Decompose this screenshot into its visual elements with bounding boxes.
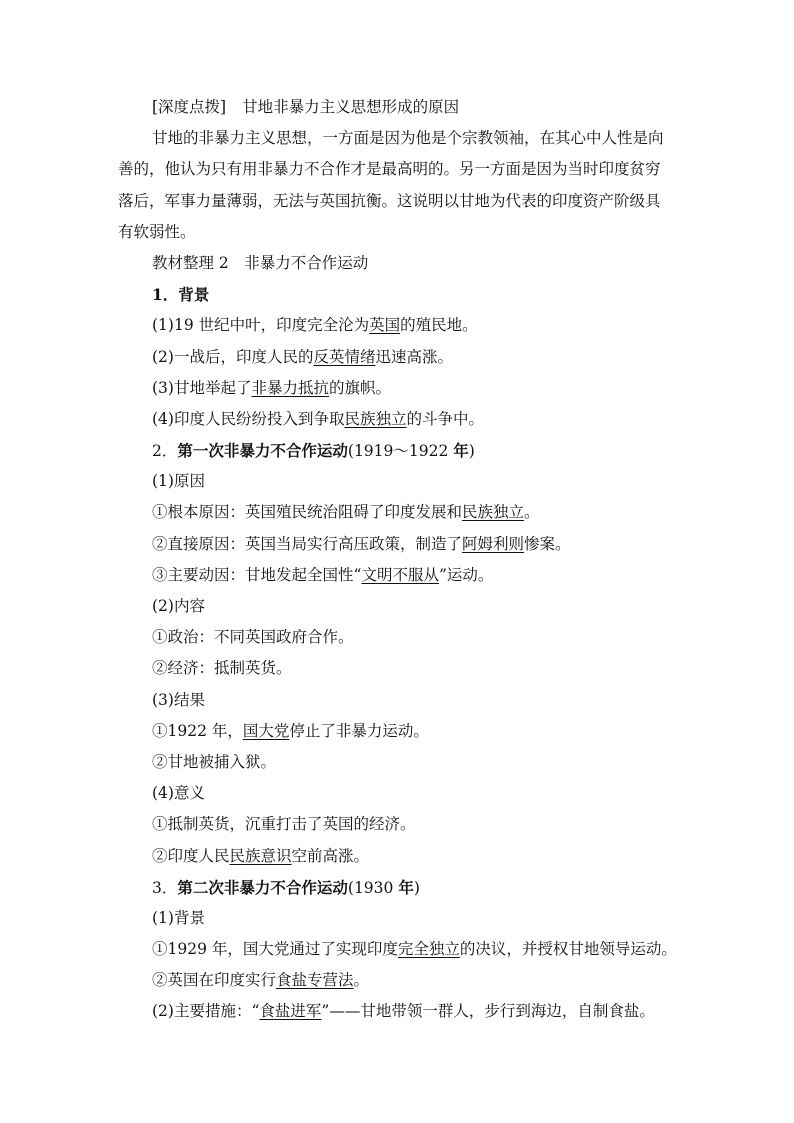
second-measure: (2)主要措施：“食盐进军”——甘地带领一群人，步行到海边，自制食盐。 (152, 1002, 655, 1021)
first-significance-1: ①抵制英货，沉重打击了英国的经济。 (152, 815, 416, 834)
answer-blank: 文明不服从 (361, 565, 439, 584)
answer-blank: 食盐专营法 (276, 971, 354, 990)
second-background-2: ②英国在印度实行食盐专营法。 (152, 971, 370, 990)
deep-tip-title: 甘地非暴力主义思想形成的原因 (242, 98, 460, 116)
first-result-heading: (3)结果 (152, 690, 205, 709)
first-significance-2: ②印度人民民族意识空前高涨。 (152, 846, 370, 865)
tip-line-2: 善的，他认为只有用非暴力不合作才是最高明的。另一方面是因为当时印度贫穷 (118, 160, 661, 179)
background-heading: 1．背景 (152, 285, 210, 305)
first-content-heading: (2)内容 (152, 597, 205, 615)
first-cause-3: ③主要动因：甘地发起全国性“文明不服从”运动。 (152, 565, 494, 584)
first-content-1: ①政治：不同英国政府合作。 (152, 628, 354, 647)
answer-blank: 英国 (369, 316, 401, 335)
answer-blank: 完全独立 (397, 940, 460, 959)
deep-tip-section (118, 92, 680, 1028)
first-cause-1: ①根本原因：英国殖民统治阻碍了印度发展和民族独立。 (152, 503, 540, 522)
answer-blank: 民族独立 (344, 409, 407, 428)
first-movement-heading: 2．第一次非暴力不合作运动(1919～1922 年) (152, 441, 475, 461)
second-background-1: ①1929 年，国大党通过了实现印度完全独立的决议，并授权甘地领导运动。 (152, 940, 677, 959)
answer-blank: 非暴力抵抗 (251, 378, 329, 397)
tip-line-1: 甘地的非暴力主义思想，一方面是因为他是个宗教领袖，在其心中人性是向 (152, 129, 664, 148)
deep-tip-tag: [深度点拨] (152, 98, 227, 116)
first-result-1: ①1922 年，国大党停止了非暴力运动。 (152, 721, 429, 740)
first-cause-heading: (1)原因 (152, 472, 205, 491)
first-cause-2: ②直接原因：英国当局实行高压政策，制造了阿姆利则惨案。 (152, 534, 571, 553)
second-movement-heading: 3．第二次非暴力不合作运动(1930 年) (152, 877, 420, 897)
answer-blank: 反英情绪 (313, 347, 376, 366)
tip-line-4: 有软弱性。 (118, 222, 196, 241)
background-item-3: (3)甘地举起了非暴力抵抗的旗帜。 (152, 378, 391, 397)
answer-blank: 民族意识 (229, 846, 292, 865)
background-item-2: (2)一战后，印度人民的反英情绪迅速高涨。 (152, 347, 453, 366)
first-significance-heading: (4)意义 (152, 784, 205, 803)
first-result-2: ②甘地被捕入狱。 (152, 752, 277, 771)
answer-blank: 阿姆利则 (462, 534, 525, 553)
first-content-2: ②经济：抵制英货。 (152, 659, 292, 678)
tip-line-3: 落后，军事力量薄弱，无法与英国抗衡。这说明以甘地为代表的印度资产阶级具 (118, 191, 661, 210)
answer-blank: 食盐进军 (259, 1002, 322, 1021)
second-background-heading: (1)背景 (152, 908, 205, 927)
deep-tip-heading (145, 92, 680, 123)
background-item-4: (4)印度人民纷纷投入到争取民族独立的斗争中。 (152, 409, 484, 428)
section-title: 教材整理 2 非暴力不合作运动 (152, 253, 369, 272)
background-item-1: (1)19 世纪中叶，印度完全沦为英国的殖民地。 (152, 316, 478, 335)
answer-blank: 国大党 (242, 721, 290, 740)
answer-blank: 民族独立 (462, 503, 525, 522)
